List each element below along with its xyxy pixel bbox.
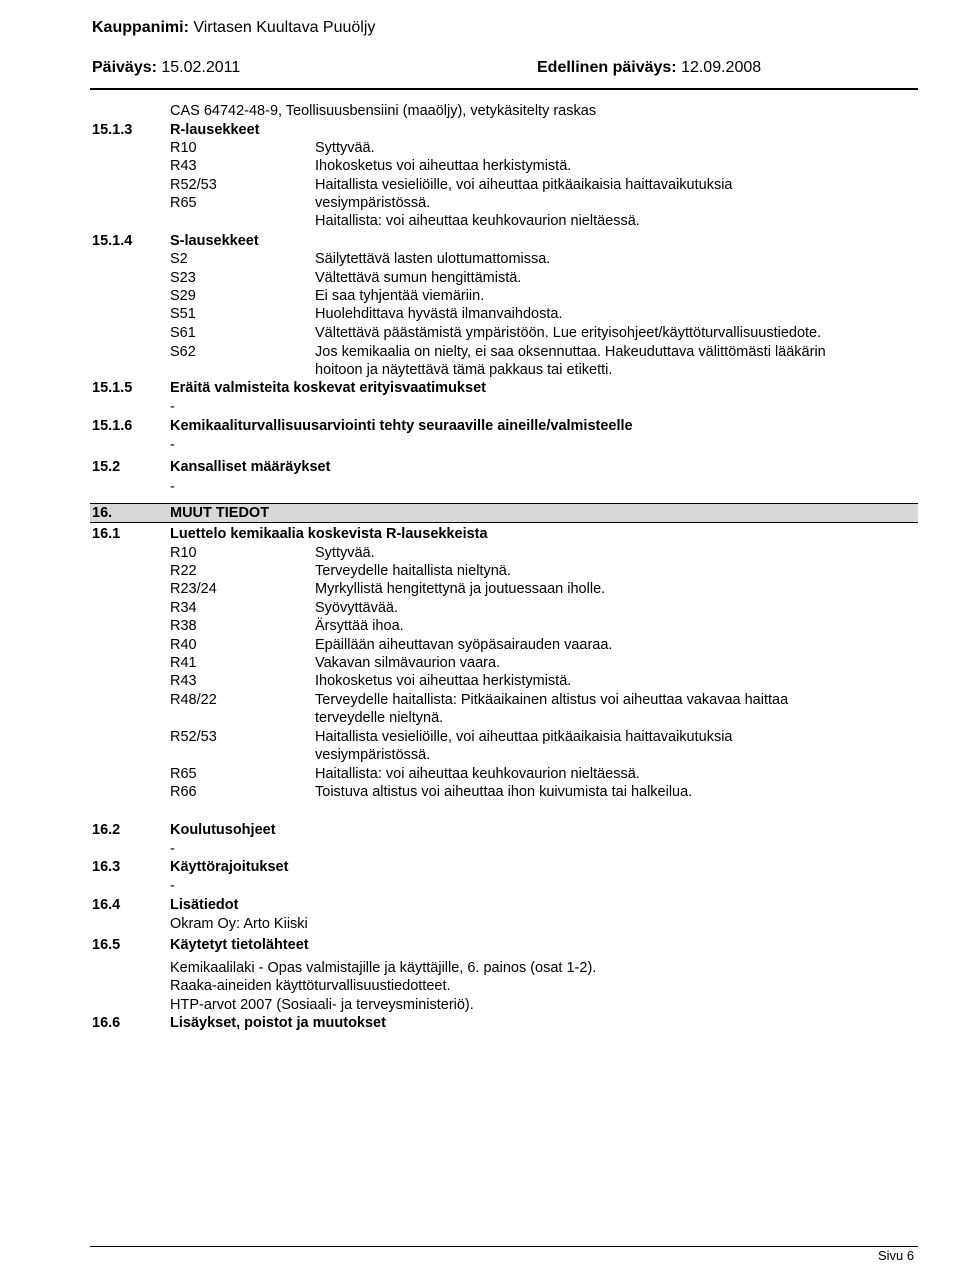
phrase-text: Toistuva altistus voi aiheuttaa ihon kuivumista tai halkeilua.: [315, 784, 693, 800]
cas-line: CAS 64742-48-9, Teollisuusbensiini (maaöljy), vetykäsitelty raskas: [170, 103, 597, 119]
phrase-text: Haitallista vesieliöille, voi aiheuttaa pitkäaikaisia haittavaikutuksia: [315, 729, 733, 745]
phrase-code: R43: [170, 158, 197, 174]
phrase-text: terveydelle nieltynä.: [315, 710, 444, 726]
phrase-text: Ei saa tyhjentää viemäriin.: [315, 288, 485, 304]
issue-date-value: 15.02.2011: [161, 59, 241, 76]
phrase-text: Terveydelle haitallista nieltynä.: [315, 563, 511, 579]
previous-date-value: 12.09.2008: [681, 59, 762, 76]
phrase-code: R34: [170, 600, 197, 616]
phrase-code: R38: [170, 618, 197, 634]
contact-text: Okram Oy: Arto Kiiski: [170, 916, 308, 932]
section-title: Lisäykset, poistot ja muutokset: [170, 1015, 386, 1031]
empty-dash: -: [170, 399, 175, 415]
phrase-code: R40: [170, 637, 197, 653]
section-number: 16.6: [92, 1015, 121, 1031]
section-title: Luettelo kemikaalia koskevista R-lausekkeista: [170, 526, 488, 542]
phrase-text: vesiympäristössä.: [315, 195, 431, 211]
phrase-code: S29: [170, 288, 196, 304]
section-number: 16.5: [92, 937, 121, 953]
section-title: Eräitä valmisteita koskevat erityisvaatimukset: [170, 380, 486, 396]
phrase-code: R22: [170, 563, 197, 579]
source-line: HTP-arvot 2007 (Sosiaali- ja terveysministeriö).: [170, 997, 474, 1013]
phrase-text: Ihokosketus voi aiheuttaa herkistymistä.: [315, 158, 572, 174]
phrase-text: Terveydelle haitallista: Pitkäaikainen altistus voi aiheuttaa vakavaa haittaa: [315, 692, 789, 708]
section-title: Kansalliset määräykset: [170, 459, 331, 475]
phrase-text: Haitallista: voi aiheuttaa keuhkovaurion nieltäessä.: [315, 213, 640, 229]
phrase-code: S61: [170, 325, 196, 341]
phrase-code: R52/53: [170, 729, 217, 745]
phrase-code: R43: [170, 673, 197, 689]
section-number: 15.2: [92, 459, 121, 475]
phrase-code: R48/22: [170, 692, 217, 708]
phrase-code: R65: [170, 195, 197, 211]
section-number: 15.1.6: [92, 418, 133, 434]
source-line: Raaka-aineiden käyttöturvallisuustiedotteet.: [170, 978, 451, 994]
section-number: 16.2: [92, 822, 121, 838]
empty-dash: -: [170, 841, 175, 857]
phrase-code: S2: [170, 251, 188, 267]
previous-date-label: Edellinen päiväys:: [537, 59, 677, 76]
phrase-text: vesiympäristössä.: [315, 747, 431, 763]
phrase-code: S51: [170, 306, 196, 322]
section-title: Lisätiedot: [170, 897, 239, 913]
phrase-text: Vältettävä päästämistä ympäristöön. Lue erityisohjeet/käyttöturvallisuustiedote.: [315, 325, 822, 341]
phrase-text: Huolehdittava hyvästä ilmanvaihdosta.: [315, 306, 563, 322]
section-number: 16.: [92, 505, 113, 521]
phrase-code: R10: [170, 545, 197, 561]
section-title: Käyttörajoitukset: [170, 859, 289, 875]
empty-dash: -: [170, 479, 175, 495]
phrase-text: Syövyttävää.: [315, 600, 399, 616]
trade-name-value: Virtasen Kuultava Puuöljy: [193, 19, 376, 36]
section-title: MUUT TIEDOT: [170, 505, 270, 521]
page-number: Sivu 6: [878, 1248, 915, 1263]
section-16-bar: [90, 503, 918, 523]
issue-date-label: Päiväys:: [92, 59, 157, 76]
phrase-code: S62: [170, 344, 196, 360]
section-title: S-lausekkeet: [170, 233, 259, 249]
footer-divider: [90, 1246, 918, 1247]
phrase-text: hoitoon ja näytettävä tämä pakkaus tai etiketti.: [315, 362, 613, 378]
phrase-code: R10: [170, 140, 197, 156]
section-title: Koulutusohjeet: [170, 822, 276, 838]
section-title: Käytetyt tietolähteet: [170, 937, 309, 953]
phrase-text: Epäillään aiheuttavan syöpäsairauden vaaraa.: [315, 637, 613, 653]
phrase-text: Ärsyttää ihoa.: [315, 618, 404, 634]
phrase-code: R23/24: [170, 581, 217, 597]
section-number: 15.1.4: [92, 233, 133, 249]
section-number: 15.1.5: [92, 380, 133, 396]
phrase-code: R52/53: [170, 177, 217, 193]
section-title: Kemikaaliturvallisuusarviointi tehty seuraaville aineille/valmisteelle: [170, 418, 633, 434]
phrase-text: Haitallista vesieliöille, voi aiheuttaa pitkäaikaisia haittavaikutuksia: [315, 177, 733, 193]
phrase-code: R41: [170, 655, 197, 671]
phrase-text: Vakavan silmävaurion vaara.: [315, 655, 501, 671]
phrase-text: Syttyvää.: [315, 140, 375, 156]
phrase-code: R66: [170, 784, 197, 800]
section-number: 15.1.3: [92, 122, 133, 138]
phrase-text: Syttyvää.: [315, 545, 375, 561]
phrase-text: Säilytettävä lasten ulottumattomissa.: [315, 251, 551, 267]
phrase-code: R65: [170, 766, 197, 782]
section-number: 16.4: [92, 897, 121, 913]
phrase-text: Haitallista: voi aiheuttaa keuhkovaurion nieltäessä.: [315, 766, 640, 782]
source-line: Kemikaalilaki - Opas valmistajille ja käyttäjille, 6. painos (osat 1-2).: [170, 960, 597, 976]
phrase-code: S23: [170, 270, 196, 286]
empty-dash: -: [170, 437, 175, 453]
phrase-text: Ihokosketus voi aiheuttaa herkistymistä.: [315, 673, 572, 689]
section-title: R-lausekkeet: [170, 122, 260, 138]
section-number: 16.1: [92, 526, 121, 542]
section-number: 16.3: [92, 859, 121, 875]
phrase-text: Jos kemikaalia on nielty, ei saa oksennuttaa. Hakeuduttava välittömästi lääkärin: [315, 344, 826, 360]
trade-name-label: Kauppanimi:: [92, 19, 189, 36]
phrase-text: Myrkyllistä hengitettynä ja joutuessaan iholle.: [315, 581, 606, 597]
phrase-text: Vältettävä sumun hengittämistä.: [315, 270, 522, 286]
empty-dash: -: [170, 878, 175, 894]
